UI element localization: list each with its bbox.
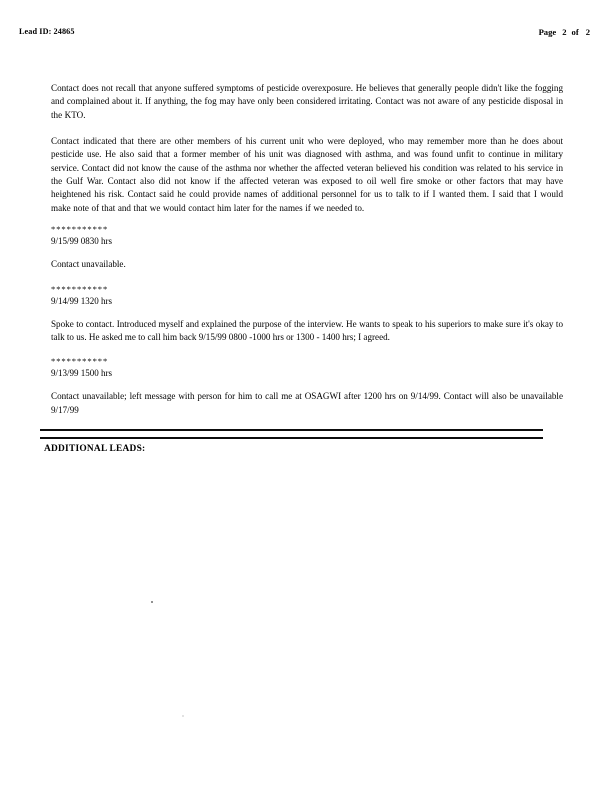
- entry-timestamp: 9/14/99 1320 hrs: [51, 295, 113, 306]
- narrative-paragraph-1: Contact does not recall that anyone suffered symptoms of pesticide overexposure. He believes that generally people didn't like the fogging and complained about it. If anything, the fog may have only been considered irritating. Contact was not aware of any pesticide disposal in the KTO.: [51, 83, 563, 120]
- log-entry: [51, 284, 563, 345]
- entry-timestamp: 9/13/99 1500 hrs: [51, 368, 113, 379]
- entry-separator: ***********: [51, 283, 109, 294]
- entry-text: Contact unavailable.: [51, 259, 126, 270]
- section-divider: [40, 429, 543, 441]
- divider-rule-bottom: [40, 437, 543, 439]
- page-number: [539, 27, 590, 37]
- entry-separator: ***********: [51, 224, 109, 235]
- entry-text: Contact unavailable; left message with person for him to call me at OSAGWI after 1200 hrs on 9/14/99. Contact will also be unavailable 9/17/99: [51, 391, 563, 415]
- scan-artifact-speck: [151, 601, 153, 603]
- entry-timestamp: 9/15/99 0830 hrs: [51, 236, 113, 247]
- page-total-number: 2: [585, 27, 590, 37]
- page-of-label: of: [571, 27, 579, 37]
- divider-rule-top: [40, 429, 543, 431]
- page-header: [0, 27, 611, 43]
- page-label: Page: [538, 27, 557, 37]
- narrative-paragraph-2: Contact indicated that there are other members of his current unit who were deployed, who may remember more than he does about pesticide use. He also said that a former member of his unit was diagnosed with asthma, and was found unfit to continue in military service. Contact did not know the cause of the asthma nor whether the affected veteran believed his condition was related to his service in the Gulf War. Contact also did not know if the affected veteran was exposed to oil well fire smoke or other factors that may have heightened his risk. Contact said he could provide names of additional personnel for us to talk to if I wanted them. I said that I would make note of that and that we would contact him later for the names if we needed to.: [51, 135, 563, 213]
- log-entry: [51, 224, 563, 271]
- log-entry: [51, 356, 563, 417]
- additional-leads-heading: ADDITIONAL LEADS:: [44, 444, 146, 454]
- lead-id: Lead ID: 24865: [19, 27, 75, 36]
- scan-artifact-speck: [182, 715, 184, 717]
- document-body: [51, 82, 563, 428]
- entry-separator: ***********: [51, 356, 109, 367]
- entry-text: Spoke to contact. Introduced myself and explained the purpose of the interview. He wants to speak to his superiors to make sure it's okay to talk to us. He asked me to call him back 9/15/99 0800 -1000 hrs or 1300 - 1400 hrs; I agreed.: [51, 318, 563, 342]
- page-current-number: 2: [562, 27, 567, 37]
